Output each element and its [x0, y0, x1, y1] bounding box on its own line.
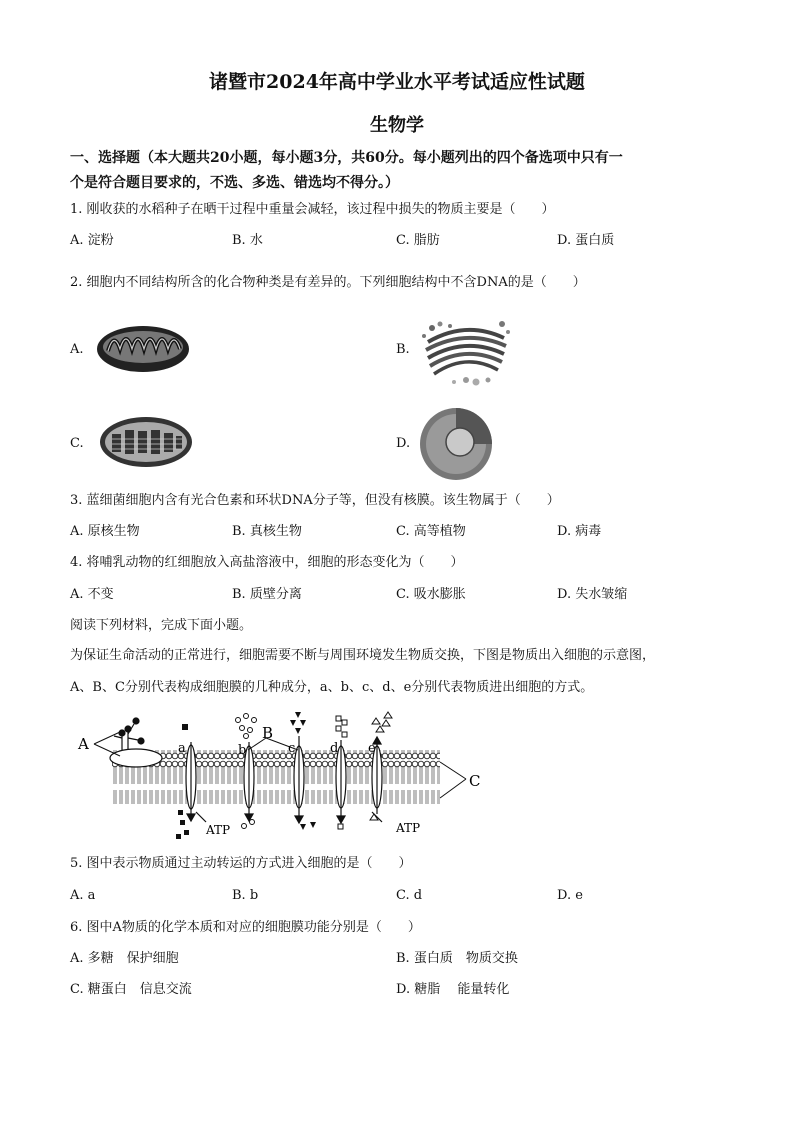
label-A: A: [78, 735, 89, 753]
material-text-line1: 为保证生命活动的正常进行，细胞需要不断与周围环境发生物质交换，下图是物质出入细胞的示意图，: [70, 648, 656, 663]
golgi-apparatus-image: [420, 316, 512, 388]
q6-option-d: D. 糖脂 能量转化: [396, 982, 510, 997]
label-e: e: [368, 741, 376, 756]
q2-option-c: C.: [70, 436, 84, 451]
q3-option-d: D. 病毒: [557, 524, 602, 539]
label-C: C: [469, 772, 481, 790]
q4-option-a: A. 不变: [70, 587, 114, 602]
q6-option-c: C. 糖蛋白 信息交流: [70, 982, 192, 997]
q1-option-a: A. 淀粉: [70, 233, 114, 248]
label-a: a: [178, 741, 186, 756]
question-5-stem: 5. 图中表示物质通过主动转运的方式进入细胞的是（ ）: [70, 856, 412, 871]
question-3-stem: 3. 蓝细菌细胞内含有光合色素和环状DNA分子等，但没有核膜。该生物属于（ ）: [70, 493, 560, 508]
page-title: 诸暨市2024年高中学业水平考试适应性试题: [209, 71, 585, 93]
label-atp-1: ATP: [206, 823, 231, 837]
section-heading-line1: 一、选择题（本大题共20小题，每小题3分，共60分。每小题列出的四个备选项中只有一: [70, 150, 623, 166]
q1-option-b: B. 水: [232, 233, 263, 248]
question-1-stem: 1. 刚收获的水稻种子在晒干过程中重量会减轻，该过程中损失的物质主要是（ ）: [70, 202, 555, 217]
q3-option-c: C. 高等植物: [396, 524, 466, 539]
q6-option-a: A. 多糖 保护细胞: [70, 951, 179, 966]
nucleus-image: [418, 406, 494, 482]
label-c: c: [288, 741, 296, 756]
section-heading-line2: 个是符合题目要求的，不选、多选、错选均不得分。）: [70, 175, 399, 191]
q5-option-c: C. d: [396, 888, 423, 903]
q2-option-d: D.: [396, 436, 411, 451]
membrane-transport-diagram: [76, 706, 496, 846]
q5-option-a: A. a: [70, 888, 96, 903]
q1-option-c: C. 脂肪: [396, 233, 440, 248]
subject-title: 生物学: [370, 115, 424, 136]
mitochondrion-image: [94, 323, 192, 375]
question-4-stem: 4. 将哺乳动物的红细胞放入高盐溶液中，细胞的形态变化为（ ）: [70, 555, 464, 570]
q3-option-a: A. 原核生物: [70, 524, 140, 539]
q5-option-d: D. e: [557, 888, 583, 903]
question-6-stem: 6. 图中A物质的化学本质和对应的细胞膜功能分别是（ ）: [70, 920, 421, 935]
q5-option-b: B. b: [232, 888, 259, 903]
q4-option-d: D. 失水皱缩: [557, 587, 628, 602]
material-text-line2: A、B、C分别代表构成细胞膜的几种成分，a、b、c、d、e分别代表物质进出细胞的方式。: [70, 680, 594, 695]
label-d: d: [330, 741, 339, 756]
label-b: b: [238, 743, 247, 758]
q2-option-b: B.: [396, 342, 410, 357]
q4-option-b: B. 质壁分离: [232, 587, 302, 602]
q3-option-b: B. 真核生物: [232, 524, 302, 539]
chloroplast-image: [98, 414, 194, 470]
question-2-stem: 2. 细胞内不同结构所含的化合物种类是有差异的。下列细胞结构中不含DNA的是（ ）: [70, 275, 586, 290]
q6-option-b: B. 蛋白质 物质交换: [396, 951, 518, 966]
material-intro: 阅读下列材料，完成下面小题。: [70, 618, 253, 633]
label-B: B: [262, 724, 274, 742]
label-atp-2: ATP: [396, 821, 421, 835]
q1-option-d: D. 蛋白质: [557, 233, 615, 248]
q4-option-c: C. 吸水膨胀: [396, 587, 466, 602]
q2-option-a: A.: [70, 342, 84, 357]
